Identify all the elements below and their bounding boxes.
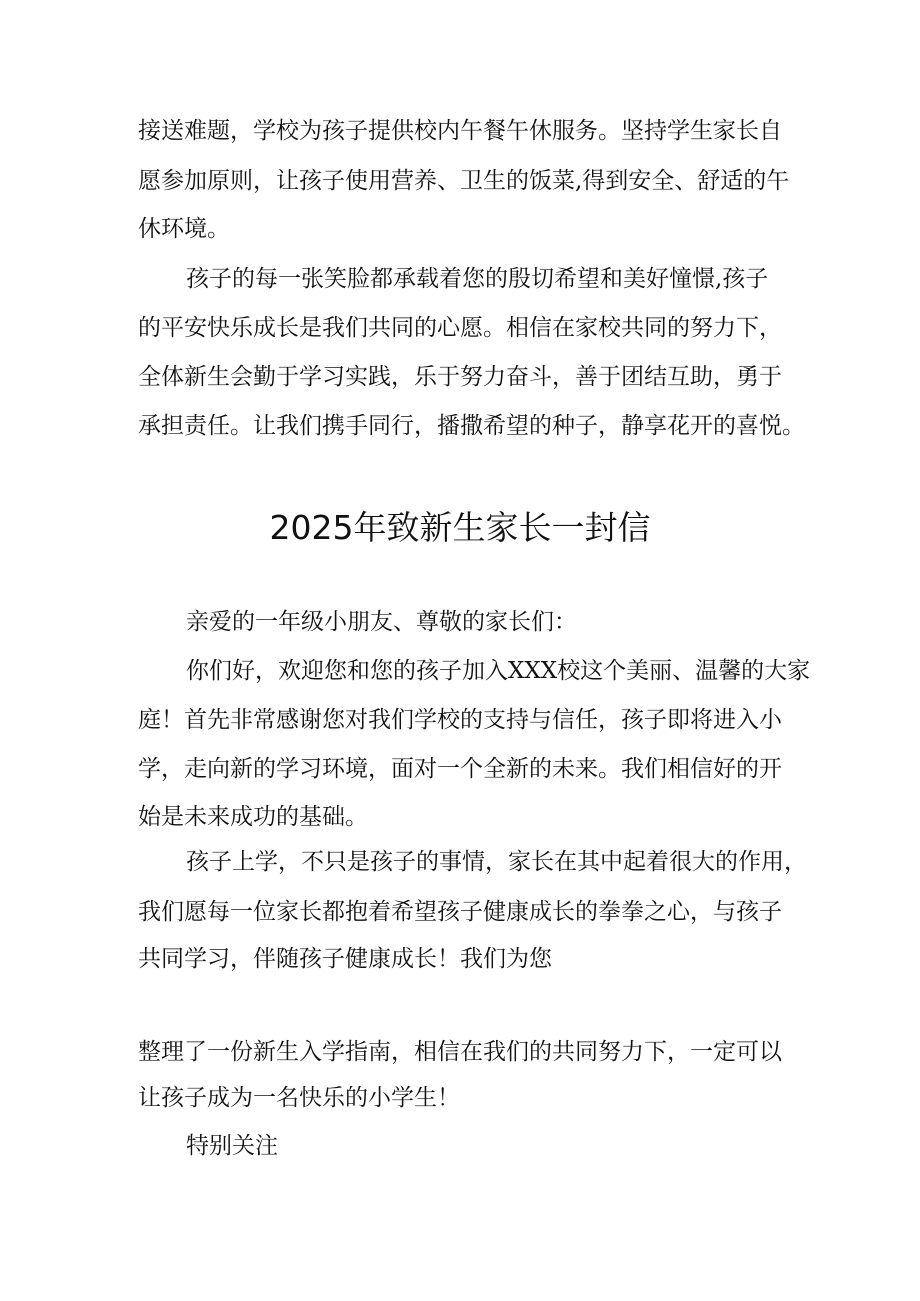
paragraph-line: 庭！首先非常感谢您对我们学校的支持与信任，孩子即将进入小	[138, 707, 782, 733]
paragraph-line: 承担责任。让我们携手同行，播撒希望的种子，静享花开的喜悦。	[138, 413, 805, 439]
paragraph-line: 你们好，欢迎您和您的孩子加入XXX校这个美丽、温馨的大家	[186, 658, 811, 684]
paragraph-line: 始是未来成功的基础。	[138, 804, 368, 830]
letter-greeting: 亲爱的一年级小朋友、尊敬的家长们：	[186, 609, 577, 635]
paragraph-line: 我们愿每一位家长都抱着希望孩子健康成长的拳拳之心，与孩子	[138, 899, 782, 925]
paragraph-line: 整理了一份新生入学指南，相信在我们的共同努力下，一定可以	[138, 1039, 782, 1065]
paragraph-line: 休环境。	[138, 216, 230, 242]
paragraph-line: 愿参加原则，让孩子使用营养、卫生的饭菜,得到安全、舒适的午	[138, 168, 790, 194]
paragraph-line: 学，走向新的学习环境，面对一个全新的未来。我们相信好的开	[138, 756, 782, 782]
section-heading: 特别关注	[186, 1133, 278, 1159]
paragraph-line: 共同学习，伴随孩子健康成长！我们为您	[138, 946, 552, 972]
paragraph-line: 全体新生会勤于学习实践，乐于努力奋斗，善于团结互助，勇于	[138, 364, 782, 390]
paragraph-line: 孩子上学，不只是孩子的事情，家长在其中起着很大的作用，	[186, 849, 807, 875]
paragraph-line: 孩子的每一张笑脸都承载着您的殷切希望和美好憧憬,孩子	[186, 266, 769, 292]
paragraph-line: 接送难题，学校为孩子提供校内午餐午休服务。坚持学生家长自	[138, 118, 782, 144]
paragraph-line: 的平安快乐成长是我们共同的心愿。相信在家校共同的努力下，	[138, 315, 782, 341]
document-title: 2025年致新生家长一封信	[269, 508, 651, 547]
paragraph-line: 让孩子成为一名快乐的小学生！	[138, 1085, 460, 1111]
